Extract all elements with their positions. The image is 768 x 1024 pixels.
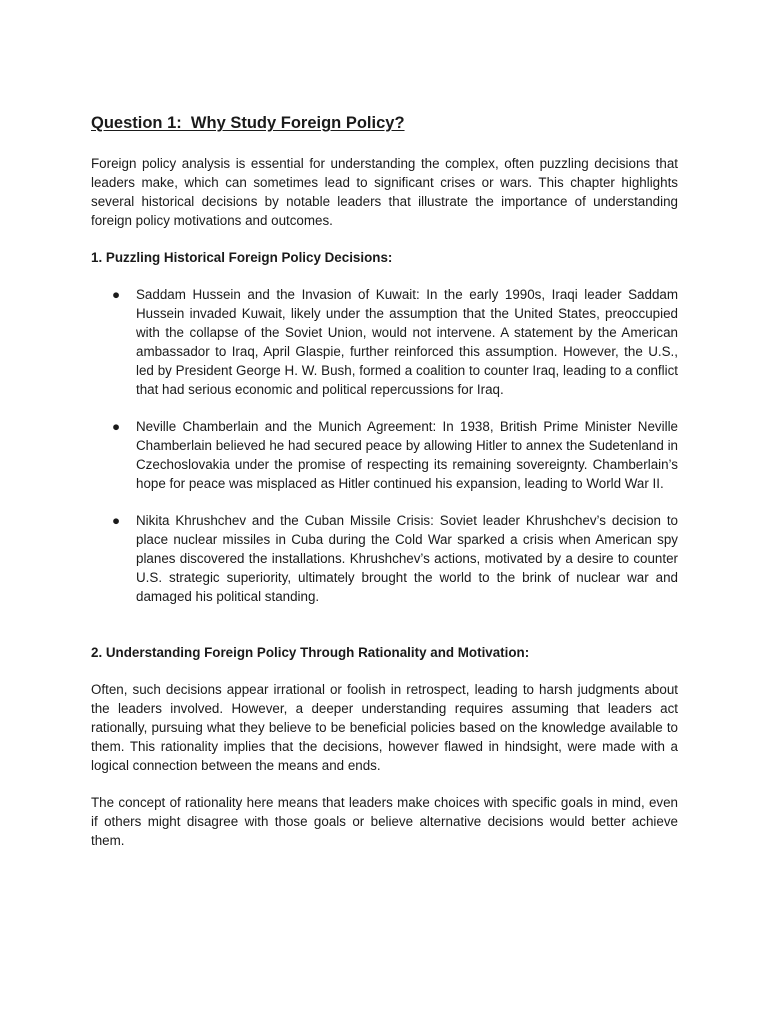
list-item-text: Nikita Khrushchev and the Cuban Missile Crisis: Soviet leader Khrushchev’s decision to place nuclear missiles in Cuba during the Cold War sparked a crisis when American spy planes discovered the installations. Khrushchev’s actions, motivated by a desire to counter U.S. strategic superiority, ultimately brought the world to the brink of nuclear war and damaged his political standing. [136, 513, 678, 604]
body-paragraph: Often, such decisions appear irrational or foolish in retrospect, leading to harsh judgments about the leaders involved. However, a deeper understanding requires assuming that leaders act rationally, pursuing what they believe to be beneficial policies based on the knowledge available to them. This rationality implies that the decisions, however flawed in hindsight, were made with a logical connection between the means and ends. [91, 682, 678, 773]
document-title: Question 1: Why Study Foreign Policy? [91, 114, 405, 132]
document-page [91, 112, 678, 850]
list-item [91, 511, 678, 606]
list-item-text: Saddam Hussein and the Invasion of Kuwait: In the early 1990s, Iraqi leader Saddam Hussein invaded Kuwait, likely under the assumption that the United States, preoccupied with the collapse of the Soviet Union, would not intervene. A statement by the American ambassador to Iraq, April Glaspie, further reinforced this assumption. However, the U.S., led by President George H. W. Bush, formed a coalition to counter Iraq, leading to a conflict that had serious economic and political repercussions for Iraq. [136, 287, 678, 397]
section-2-heading: 2. Understanding Foreign Policy Through Rationality and Motivation: [91, 645, 530, 660]
decisions-list [91, 285, 678, 606]
list-item [91, 285, 678, 399]
intro-paragraph: Foreign policy analysis is essential for understanding the complex, often puzzling decisions that leaders make, which can sometimes lead to significant crises or wars. This chapter highlights several historical decisions by notable leaders that illustrate the importance of understanding foreign policy motivations and outcomes. [91, 156, 678, 228]
section-1-heading: 1. Puzzling Historical Foreign Policy Decisions: [91, 250, 393, 265]
list-item [91, 417, 678, 493]
body-paragraph: The concept of rationality here means that leaders make choices with specific goals in mind, even if others might disagree with those goals or believe alternative decisions would better achieve them. [91, 795, 678, 848]
bullet-icon: ● [112, 419, 121, 434]
bullet-icon: ● [112, 287, 121, 302]
bullet-icon: ● [112, 513, 121, 528]
list-item-text: Neville Chamberlain and the Munich Agreement: In 1938, British Prime Minister Neville Chamberlain believed he had secured peace by allowing Hitler to annex the Sudetenland in Czechoslovakia under the promise of respecting its remaining sovereignty. Chamberlain’s hope for peace was misplaced as Hitler continued his expansion, leading to World War II. [136, 419, 678, 491]
